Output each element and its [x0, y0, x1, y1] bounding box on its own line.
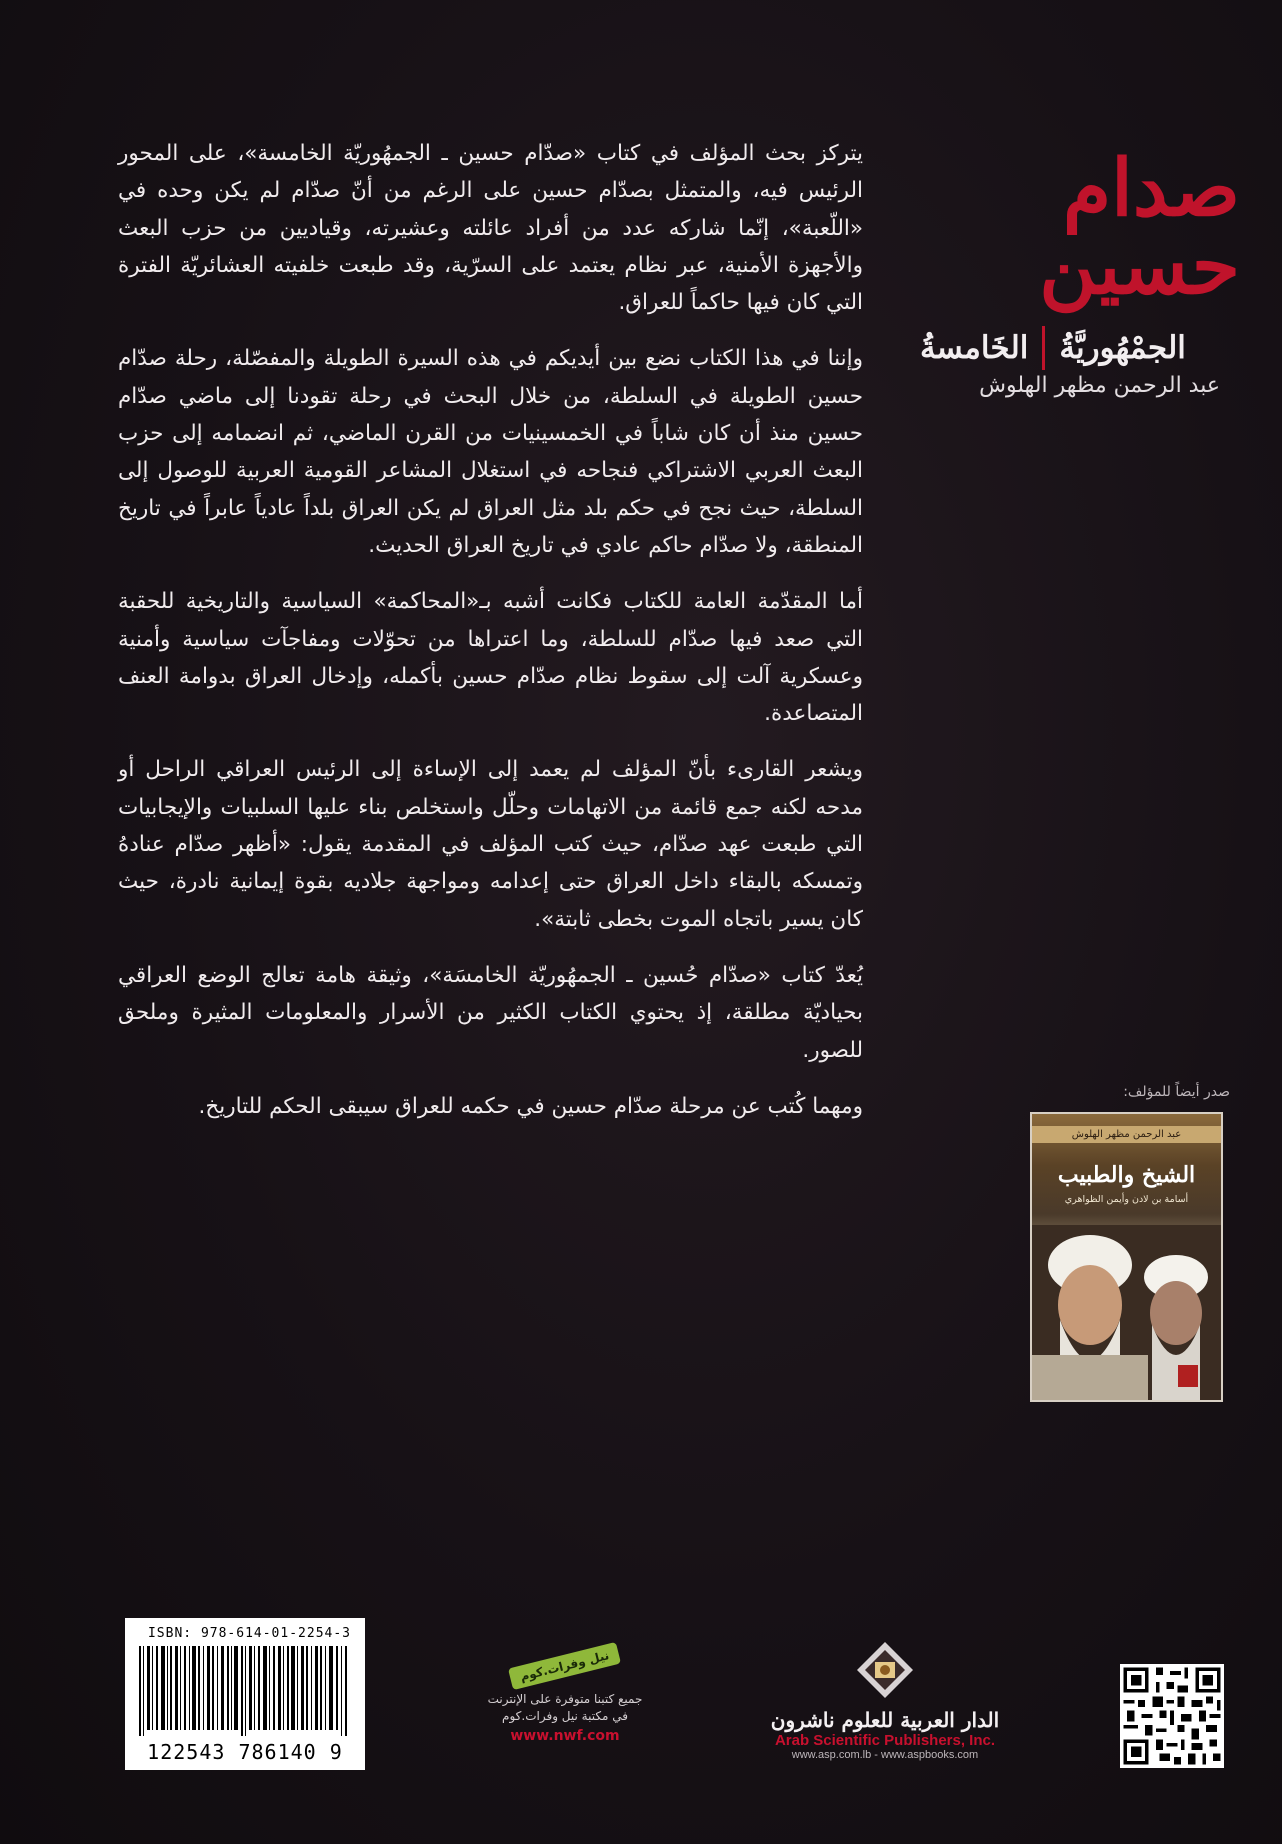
related-book-subtitle: أسامة بن لادن وأيمن الظواهري [1064, 1194, 1189, 1205]
retailer-url: www.nwf.com [510, 1728, 620, 1744]
related-book-title: الشيخ والطبيب [1057, 1162, 1196, 1188]
retailer-line-1: جميع كتبنا متوفرة على الإنترنت [487, 1692, 643, 1706]
retailer-line-2: في مكتبة نيل وفرات.كوم [502, 1709, 628, 1723]
title-block [920, 143, 1240, 370]
blurb-paragraph: ويشعر القارىء بأنّ المؤلف لم يعمد إلى الإساءة إلى الرئيس العراقي الراحل أو مدحه لكنه جمع قائمة من الاتهامات وحلّل واستخلص بناء عليها السلبيات والإيجابيات التي طبعت عهد صدّام، حيث كتب المؤلف في المقدمة يقول: «أظهر صدّام عنادهُ وتمسكه بالبقاء داخل العراق حتى إعدامه ومواجهة جلاديه بقوة إيمانية نادرة، حيث كان يسير باتجاه الموت بخطى ثابتة». [118, 757, 863, 932]
barcode-bars-icon [139, 1646, 351, 1736]
publisher-name-ar: الدار العربية للعلوم ناشرون [770, 1708, 1000, 1732]
publisher-website: www.asp.com.lb - www.aspbooks.com [791, 1749, 979, 1761]
publisher [740, 1640, 1030, 1761]
subtitle-row [920, 326, 1240, 370]
book-title: صدام حسين [1039, 143, 1240, 312]
related-book-author: عبد الرحمن مظهر الهلوش [1032, 1126, 1221, 1143]
blurb-paragraph: ومهما كُتب عن مرحلة صدّام حسين في حكمه للعراق سيبقى الحكم للتاريخ. [198, 1093, 863, 1119]
publisher-name-en: Arab Scientific Publishers, Inc. [774, 1732, 996, 1749]
qr-code-icon [1120, 1664, 1224, 1768]
blurb-paragraph: وإننا في هذا الكتاب نضع بين أيديكم في هذه السيرة الطويلة والمفصّلة، رحلة صدّام حسين الطويلة في السلطة، من خلال البحث في رحلة تقودنا إلى ماضي صدّام حسين منذ أن كان شاباً في الخمسينيات من القرن الماضي، ثم انضمامه إلى حزب البعث العربي الاشتراكي فنجاحه في استغلال المشاعر القومية العربية للوصول إلى السلطة، حيث نجح في حكم بلد مثل العراق لم يكن العراق بلداً عادياً عابراً في تاريخ المنطقة، ولا صدّام حاكم عادي في تاريخ العراق الحديث. [118, 346, 863, 558]
retailer-tag: نيل وفرات.كوم [508, 1642, 621, 1690]
isbn-label: ISBN: 978-614-01-2254-3 [147, 1626, 351, 1641]
online-retailer [450, 1648, 680, 1744]
portrait-photo-icon [1030, 1225, 1221, 1400]
related-book-cover [1030, 1112, 1223, 1402]
publisher-logo-icon [855, 1640, 915, 1700]
subtitle-divider [1042, 326, 1045, 370]
subtitle-part-1: الجمْهُوريَّةُ [1059, 330, 1186, 366]
also-by-author-label: صدر أيضاً للمؤلف: [1123, 1084, 1230, 1100]
author-name: عبد الرحمن مظهر الهلوش [979, 373, 1220, 398]
barcode-number: 9 786140 122543 [147, 1740, 343, 1764]
blurb-paragraph: يُعدّ كتاب «صدّام حُسين ـ الجمهُوريّة الخامسَة»، وثيقة هامة تعالج الوضع العراقي بحياديّة مطلقة، إذ يحتوي الكتاب الكثير من الأسرار والمعلومات المثيرة وملحق للصور. [118, 962, 863, 1063]
barcode [125, 1618, 365, 1770]
subtitle-part-2: الخَامسةُ [920, 330, 1029, 366]
blurb-paragraph: يتركز بحث المؤلف في كتاب «صدّام حسين ـ الجمهُوريّة الخامسة»، على المحور الرئيس فيه، والمتمثل بصدّام حسين على الرغم من أنّ صدّام لم يكن وحده في «اللّعبة»، إنّما شاركه عدد من أفراد عائلته وعشيرته، وقياديين من حزب البعث والأجهزة الأمنية، عبر نظام يعتمد على السرّية، وقد طبعت خلفيته العشائريّة الفترة التي كان فيها حاكماً للعراق. [118, 141, 863, 316]
blurb-text [118, 135, 863, 1144]
blurb-paragraph: أما المقدّمة العامة للكتاب فكانت أشبه بـ«المحاكمة» السياسية والتاريخية للحقبة التي صعد فيها صدّام للسلطة، وما اعتراها من تحوّلات ومفاجآت سياسية وأمنية وعسكرية آلت إلى سقوط نظام صدّام حسين بأكمله، وإدخال العراق بدوامة العنف المتصاعدة. [118, 589, 863, 727]
